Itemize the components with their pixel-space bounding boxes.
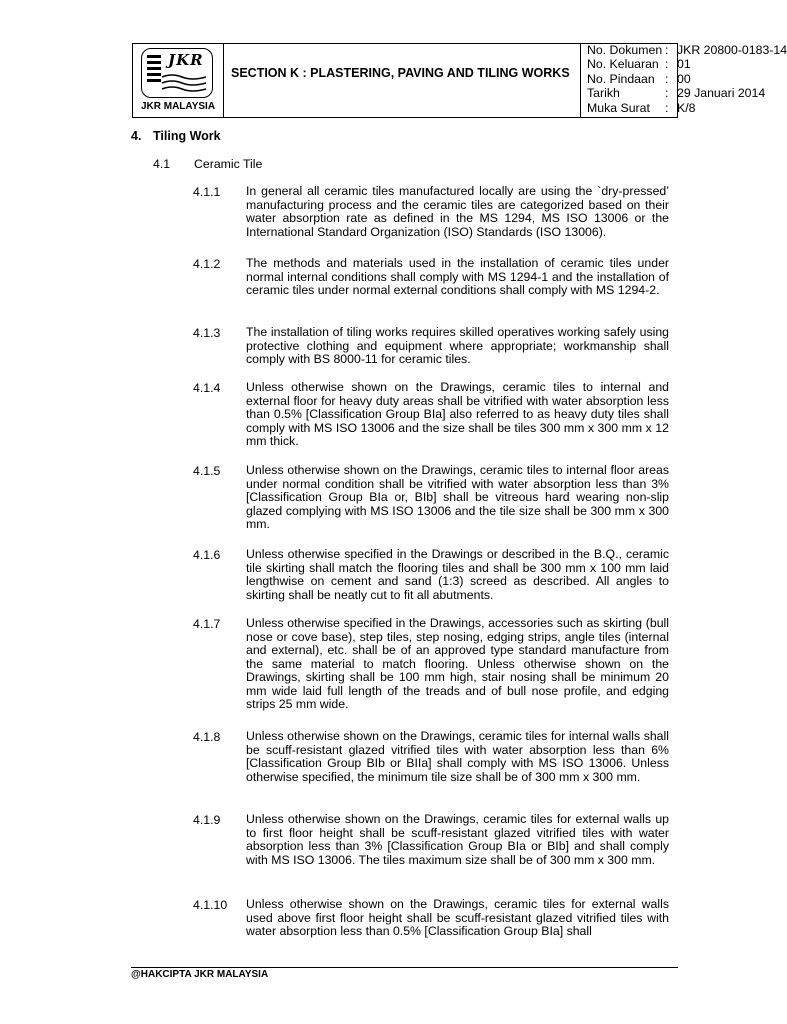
- meta-row-doc-no: No. Dokumen : JKR 20800-0183-14: [587, 43, 787, 57]
- logo-bars-icon: [147, 55, 161, 89]
- logo-cell: [133, 44, 224, 117]
- document-header: [132, 43, 787, 118]
- meta-row-date: Tarikh : 29 Januari 2014: [587, 86, 766, 100]
- jkr-logo: [141, 48, 213, 98]
- subsection-heading: 4.1 Ceramic Tile: [153, 157, 263, 171]
- footer-divider: [131, 967, 678, 968]
- meta-row-issue: No. Keluaran : 01: [587, 57, 691, 71]
- meta-row-amendment: No. Pindaan : 00: [587, 72, 691, 86]
- meta-row-page: Muka Surat : K/8: [587, 101, 696, 115]
- logo-wave-icon: [160, 71, 208, 93]
- section-heading: 4. Tiling Work: [131, 129, 221, 143]
- logo-text: JKR: [168, 51, 204, 69]
- copyright-footer: @HAKCIPTA JKR MALAYSIA: [131, 969, 269, 980]
- meta-cell: [580, 43, 787, 117]
- title-cell: [223, 44, 581, 117]
- logo-caption: JKR MALAYSIA: [140, 101, 216, 112]
- section-title: SECTION K : PLASTERING, PAVING AND TILING WORKS: [231, 66, 570, 80]
